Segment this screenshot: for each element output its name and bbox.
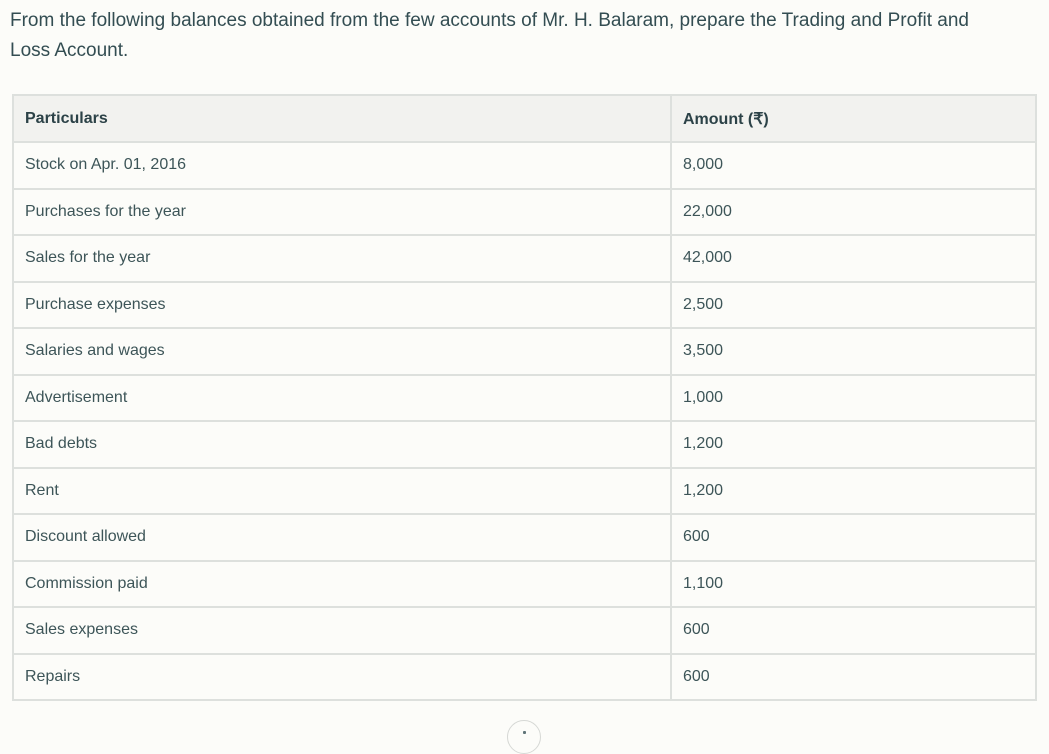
particular-cell: Discount allowed [13,514,671,561]
particular-cell: Sales for the year [13,235,671,282]
table-row [13,514,1036,561]
amount-cell: 22,000 [671,189,1036,236]
particular-cell: Bad debts [13,421,671,468]
amount-cell: 1,100 [671,561,1036,608]
table-row [13,235,1036,282]
amount-cell: 600 [671,514,1036,561]
amount-cell: 1,200 [671,421,1036,468]
table-row [13,375,1036,422]
amount-cell: 600 [671,607,1036,654]
particular-cell: Salaries and wages [13,328,671,375]
header-particulars: Particulars [13,95,671,142]
particular-cell: Repairs [13,654,671,701]
particular-cell: Stock on Apr. 01, 2016 [13,142,671,189]
table-row [13,561,1036,608]
amount-cell: 8,000 [671,142,1036,189]
table-row [13,468,1036,515]
amount-cell: 42,000 [671,235,1036,282]
table-row [13,189,1036,236]
table-row [13,142,1036,189]
scroll-down-button[interactable] [507,720,541,754]
amount-cell: 3,500 [671,328,1036,375]
table-header-row [13,95,1036,142]
particular-cell: Commission paid [13,561,671,608]
amount-cell: 1,000 [671,375,1036,422]
table-row [13,607,1036,654]
particular-cell: Advertisement [13,375,671,422]
table-row [13,328,1036,375]
amount-cell: 600 [671,654,1036,701]
table-row [13,421,1036,468]
amount-cell: 1,200 [671,468,1036,515]
table-row [13,282,1036,329]
table-row [13,654,1036,701]
balances-table [12,94,1037,701]
particular-cell: Rent [13,468,671,515]
particular-cell: Sales expenses [13,607,671,654]
particular-cell: Purchases for the year [13,189,671,236]
question-text: From the following balances obtained from the few accounts of Mr. H. Balaram, prepare the Trading and Profit and Loss Account. [10,10,969,61]
particular-cell: Purchase expenses [13,282,671,329]
header-amount: Amount (₹) [671,95,1036,142]
amount-cell: 2,500 [671,282,1036,329]
